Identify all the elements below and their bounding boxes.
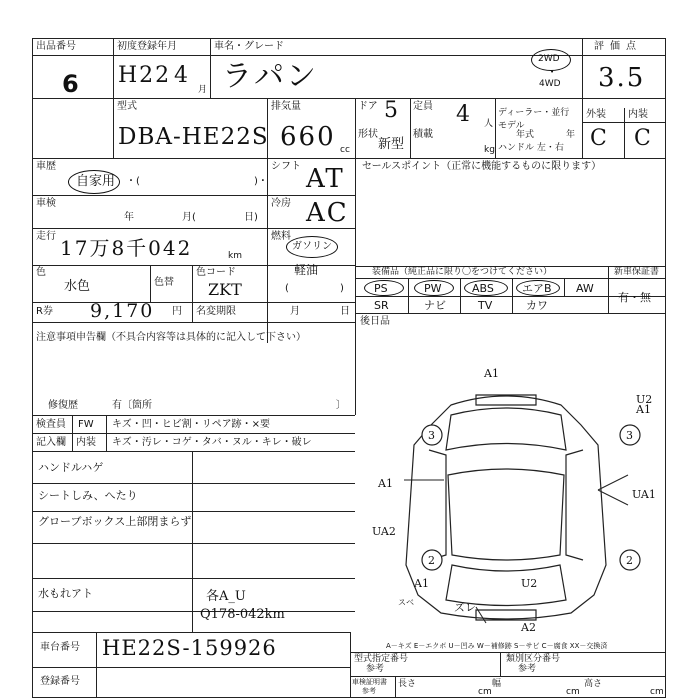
mark-ua1: UA1: [632, 488, 656, 501]
name-change-day: 日: [340, 306, 350, 317]
equip-navi: ナビ: [424, 299, 446, 312]
damage-legend: A－キズ E－エクボ U－凹み W－補修跡 S－サビ C－腐食 XX－交換済: [386, 642, 608, 650]
mark-sube: スベ: [398, 598, 414, 607]
interior-inspect-label: 内装: [76, 437, 96, 448]
rear-seat-label: 後日品: [360, 316, 390, 327]
cert-length-label: 車検証明書: [352, 678, 387, 686]
dealer-label: ディーラー・並行: [498, 108, 570, 118]
grade-label: 評価点: [594, 41, 642, 52]
notes-label: 注意事項申告欄（不具合内容等は具体的に記入して下さい）: [36, 332, 306, 343]
history-label: 車歴: [36, 161, 56, 172]
load-label: 積載: [413, 129, 433, 140]
comment-1: ハンドルハゲ: [38, 461, 104, 474]
comment-3: グローブボックス上部閉まらず: [38, 515, 192, 528]
inspection-year: 年: [124, 212, 134, 223]
extra-note-2: Q178-042km: [200, 607, 285, 622]
repair-value: 有〔箇所: [112, 400, 152, 411]
lot-number: 6: [62, 70, 79, 98]
mark-u2: U2: [636, 393, 653, 406]
car-name-label: 車名・グレード: [214, 41, 284, 52]
equip-aw: AW: [576, 282, 594, 295]
color-code-value: ZKT: [208, 280, 242, 299]
type-cert-label: 型式指定番号: [354, 654, 409, 664]
shift-value: AT: [306, 164, 345, 194]
chassis-value: HE22S-159926: [102, 636, 277, 660]
equip-pw: PW: [424, 282, 442, 295]
name-change-month: 月: [290, 306, 300, 317]
grade-value: 3.5: [598, 63, 646, 93]
equipment-label: 装備品（純正品に限り〇をつけてください）: [372, 267, 553, 277]
first-reg-label: 初度登録年月: [117, 41, 177, 52]
model-year-label: モデル: [498, 121, 525, 131]
exterior-label: 外装: [586, 109, 606, 120]
mark-a1-right: A1: [636, 403, 651, 416]
equip-abs: ABS: [472, 282, 494, 295]
comment-4: 水もれアト: [38, 587, 93, 600]
repair-label: 修復歴: [48, 400, 78, 411]
drive-4wd: 4WD: [539, 79, 561, 89]
mark-ua2: UA2: [372, 525, 396, 538]
cert-length-ref: 参考: [362, 687, 376, 695]
height-cm: cm: [650, 687, 664, 697]
drive-2wd: 2WD: [538, 54, 560, 64]
mark-3-left: 3: [428, 429, 435, 442]
chassis-label: 車台番号: [40, 642, 80, 653]
interior-label: 内装: [628, 109, 648, 120]
displacement-label: 排気量: [271, 101, 301, 112]
fw-label: FW: [78, 419, 94, 430]
kg-unit: kg: [484, 145, 495, 155]
color-code-label: 色コード: [196, 267, 236, 278]
mark-a2: A2: [521, 621, 536, 634]
mileage-label: 走行: [36, 231, 56, 242]
mark-a1-top: A1: [484, 367, 499, 380]
height-label: 高さ: [584, 679, 603, 689]
length-cm: cm: [478, 687, 492, 697]
inspection-day: 日): [244, 212, 258, 223]
class-ref: 参考: [518, 664, 537, 674]
equip-airbag: エアB: [522, 282, 552, 295]
type-cert-ref: 参考: [366, 664, 385, 674]
capacity-unit: 人: [484, 119, 494, 129]
inspection-month: 月(: [182, 212, 196, 223]
shift-label: シフト: [271, 161, 301, 172]
repair-close: 〕: [336, 400, 346, 411]
mark-u2-bottom: U2: [521, 577, 538, 590]
registration-label: 登録番号: [40, 676, 80, 687]
doors-value: 5: [384, 98, 400, 123]
comment-2: シートしみ、へたり: [38, 489, 138, 502]
first-reg-year: H22: [118, 63, 172, 88]
equip-tv: TV: [478, 299, 493, 312]
fw-items: キズ・凹・ヒビ割・リペア跡・×要: [112, 419, 270, 430]
mileage-value: 17万8千042: [60, 236, 193, 260]
first-reg-month: 4: [174, 63, 190, 88]
aircon-value: AC: [306, 198, 349, 228]
equip-leather: カワ: [526, 299, 548, 312]
yen-unit: 円: [172, 306, 182, 317]
car-name-value: ラパン: [222, 59, 318, 94]
year-unit: 年: [566, 130, 576, 140]
displacement-value: 660: [280, 122, 336, 152]
recycle-label: R券: [36, 306, 53, 317]
name-change-label: 名変期限: [196, 306, 236, 317]
model-value: DBA-HE22S: [118, 124, 269, 150]
handle-label: ハンドル 左・右: [498, 143, 564, 153]
class-label: 類別区分番号: [506, 654, 561, 664]
recycle-value: 9,170: [90, 300, 155, 322]
mark-a1-bottom: A1: [414, 577, 429, 590]
history-rest: ・(: [126, 176, 140, 187]
width-cm: cm: [566, 687, 580, 697]
length-label: 長さ: [398, 679, 417, 689]
doors-label: ドア: [358, 101, 378, 112]
shape-label: 形状: [358, 129, 378, 140]
extra-note-1: 各A_U: [206, 589, 246, 604]
mark-a1-left: A1: [378, 477, 393, 490]
width-label: 幅: [492, 679, 502, 689]
mark-2-left: 2: [428, 554, 435, 567]
month-unit: 月: [198, 85, 208, 95]
car-damage-diagram: [356, 355, 666, 645]
interior-inspect-items: キズ・汚レ・コゲ・タバ・ヌル・キレ・破レ: [112, 437, 312, 448]
equip-sr: SR: [374, 299, 389, 312]
mark-2-right: 2: [626, 554, 633, 567]
exterior-value: C: [590, 126, 609, 151]
color-value: 水色: [64, 279, 91, 294]
capacity-value: 4: [456, 102, 472, 127]
inspector-label-1: 検査員: [36, 419, 66, 430]
inspection-label: 車検: [36, 198, 56, 209]
interior-value: C: [634, 126, 653, 151]
shape-value: 新型: [378, 137, 405, 152]
history-value: 自家用: [76, 174, 116, 189]
km-unit: km: [228, 251, 242, 261]
cc-unit: cc: [340, 145, 350, 155]
lot-label: 出品番号: [36, 41, 76, 52]
mark-zure: ズレ: [454, 601, 476, 614]
fuel-label: 燃料: [271, 231, 291, 242]
fuel-gasoline: ガソリン: [292, 241, 332, 252]
model-label: 型式: [117, 101, 137, 112]
sales-point-label: セールスポイント（正常に機能するものに限ります）: [362, 161, 602, 172]
warranty-label: 新車保証書: [614, 267, 660, 277]
equip-ps: PS: [374, 282, 388, 295]
year-label: 年式: [516, 130, 535, 140]
history-close: )・: [254, 176, 268, 187]
color-change-label: 色替: [154, 277, 174, 288]
color-label: 色: [36, 267, 46, 278]
fuel-diesel: 軽油: [294, 263, 319, 277]
capacity-label: 定員: [413, 101, 433, 112]
mark-3-right: 3: [626, 429, 633, 442]
inspector-label-2: 記入欄: [36, 437, 66, 448]
aircon-label: 冷房: [271, 198, 291, 209]
warranty-value: 有・無: [618, 291, 651, 304]
